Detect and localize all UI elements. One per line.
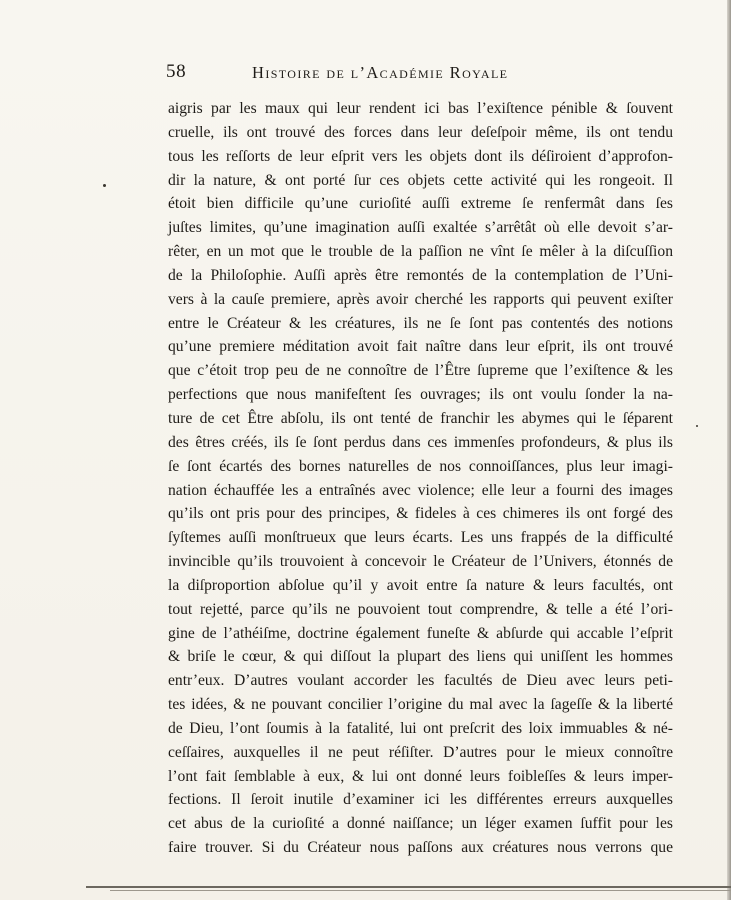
text-line: des êtres créés, ils ſe ſont perdus dans ces immenſes profondeurs, & plus ils <box>168 433 673 451</box>
text-line: vers à la cauſe premiere, après avoir cherché les rapports qui peuvent exiſter <box>168 290 673 308</box>
ink-speck <box>103 184 106 187</box>
text-line: tes idées, & ne pouvant concilier l’origine du mal avec la ſageſſe & la liberté <box>168 696 673 714</box>
scan-edge-line <box>110 890 731 891</box>
page-edge-shadow <box>727 0 731 900</box>
text-line: dir la nature, & ont porté ſur ces objets cette activité qui les rongeoit. Il <box>168 171 673 189</box>
text-line: ſe ſont écartés des bornes naturelles de nos connoiſſances, plus leur imagi- <box>168 457 673 475</box>
text-line: perfections que nous manifeſtent ſes ouvrages; ils ont voulu ſonder la na- <box>168 386 673 404</box>
text-line: juſtes limites, qu’une imagination auſſi exaltée s’arrêtât où elle devoit s’ar- <box>168 219 673 237</box>
ink-speck <box>696 425 698 427</box>
text-line: faire trouver. Si du Créateur nous paſſons aux créatures nous verrons que <box>168 839 673 857</box>
text-line: aigris par les maux qui leur rendent ici bas l’exiſtence pénible & ſouvent <box>168 100 673 117</box>
text-line: invincible qu’ils trouvoient à concevoir le Créateur de l’Univers, étonnés de <box>168 553 673 571</box>
text-line: tous les reſſorts de leur eſprit vers les objets dont ils déſiroient d’approfon- <box>168 147 673 165</box>
text-line: gine de l’athéiſme, doctrine également funeſte & abſurde qui accable l’eſprit <box>168 624 673 642</box>
text-line: & briſe le cœur, & qui diſſout la plupart des liens qui uniſſent les hommes <box>168 648 673 666</box>
text-line: entr’eux. D’autres voulant accorder les facultés de Dieu avec leurs peti- <box>168 672 673 690</box>
running-head-title: Histoire de l’Académie Royale <box>252 63 509 82</box>
text-line: l’ont fait ſemblable à eux, & lui ont donné leurs foibleſſes & leurs imper- <box>168 767 673 785</box>
text-line: cet abus de la curioſité a donné naiſſance; un léger examen ſuffit pour les <box>168 815 673 833</box>
text-line: nation échauffée les a entraînés avec violence; elle leur a fourni des images <box>168 481 673 499</box>
text-line: de la Philoſophie. Auſſi après être remontés de la contemplation de l’Uni- <box>168 266 673 284</box>
page-number: 58 <box>166 61 187 82</box>
text-line: rêter, en un mot que le trouble de la paſſion ne vînt ſe mêler à la diſcuſſion <box>168 243 673 261</box>
text-line: la diſproportion abſolue qu’il y avoit entre ſa nature & leurs facultés, ont <box>168 576 673 594</box>
text-line: entre le Créateur & les créatures, ils ne ſe ſont pas contentés des notions <box>168 314 673 332</box>
text-line: ture de cet Être abſolu, ils ont tenté de franchir les abymes qui le ſéparent <box>168 409 673 427</box>
scan-edge-line <box>86 886 731 888</box>
text-line: qu’une premiere méditation avoit fait naître dans leur eſprit, ils ont trouvé <box>168 338 673 356</box>
text-line: ſyſtemes auſſi monſtrueux que leurs écarts. Les uns frappés de la difficulté <box>168 529 673 547</box>
text-line: fections. Il ſeroit inutile d’examiner ici les différentes erreurs auxquelles <box>168 791 673 809</box>
running-head <box>166 61 681 89</box>
body-text <box>168 97 673 860</box>
text-line: cruelle, ils ont trouvé des forces dans leur deſeſpoir même, ils ont tendu <box>168 123 673 141</box>
text-line: étoit bien difficile qu’une curioſité auſſi extreme ſe renfermât dans ſes <box>168 195 673 213</box>
text-line: ceſſaires, auxquelles il ne peut réſiſter. D’autres pour le mieux connoître <box>168 743 673 761</box>
text-line: tout rejetté, parce qu’ils ne pouvoient tout comprendre, & telle a été l’ori- <box>168 600 673 618</box>
text-line: de Dieu, l’ont ſoumis à la fatalité, lui ont preſcrit des loix immuables & né- <box>168 719 673 737</box>
text-line: que c’étoit trop peu de ne connoître de l’Être ſupreme que l’exiſtence & les <box>168 362 673 380</box>
text-line: qu’ils ont pris pour des principes, & fideles à ces chimeres ils ont forgé des <box>168 505 673 523</box>
